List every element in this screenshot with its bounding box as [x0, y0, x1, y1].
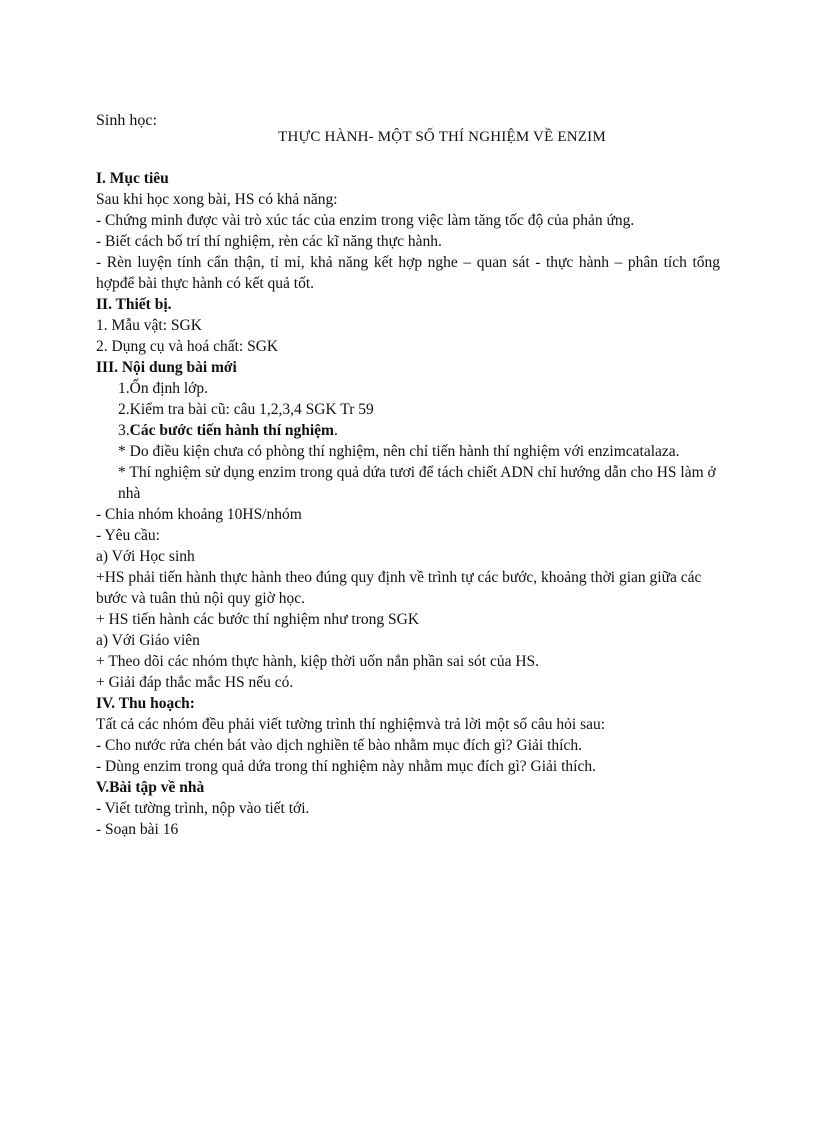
students-item: +HS phải tiến hành thực hành theo đúng quy định về trình tự các bước, khoảng thời gian giữa các bước và tuân thủ nội quy giờ học.: [96, 569, 702, 607]
step-3-suffix: .: [333, 422, 338, 439]
section-4-heading: IV. Thu hoạch:: [96, 695, 195, 712]
note-2: * Thí nghiệm sử dụng enzim trong quả dứa tươi để tách chiết ADN chỉ hướng dẫn cho HS làm ở nhà: [118, 464, 716, 502]
step-3-prefix: 3.: [118, 422, 130, 439]
section-1-intro: Sau khi học xong bài, HS có khả năng:: [96, 191, 338, 208]
group-info: - Chia nhóm khoảng 10HS/nhóm: [96, 506, 302, 523]
homework-item: - Viết tường trình, nộp vào tiết tới.: [96, 800, 310, 817]
objective-item: - Biết cách bố trí thí nghiệm, rèn các kĩ năng thực hành.: [96, 233, 442, 250]
section-2-heading: II. Thiết bị.: [96, 296, 172, 313]
step-3: [96, 420, 720, 441]
teacher-item: + Giải đáp thắc mắc HS nếu có.: [96, 674, 294, 691]
students-item: + HS tiến hành các bước thí nghiệm như trong SGK: [96, 611, 420, 628]
objective-item: - Chứng minh được vài trò xúc tác của enzim trong việc làm tăng tốc độ của phản ứng.: [96, 212, 635, 229]
students-label: a) Với Học sinh: [96, 548, 195, 565]
teacher-item: + Theo dõi các nhóm thực hành, kiệp thời uốn nắn phần sai sót của HS.: [96, 653, 540, 670]
step-3-title: Các bước tiến hành thí nghiệm: [129, 422, 334, 439]
section-5-heading: V.Bài tập về nhà: [96, 779, 205, 796]
document-title: THỰC HÀNH- MỘT SỐ THÍ NGHIỆM VỀ ENZIM: [278, 129, 606, 145]
section-1-heading: I. Mục tiêu: [96, 170, 169, 187]
teacher-label: a) Với Giáo viên: [96, 632, 200, 649]
requirements-label: - Yêu cầu:: [96, 527, 160, 544]
equipment-item: 1. Mẫu vật: SGK: [96, 317, 202, 334]
question-item: - Dùng enzim trong quả dứa trong thí nghiệm này nhằm mục đích gì? Giải thích.: [96, 758, 596, 775]
section-4-intro: Tất cả các nhóm đều phải viết tường trình thí nghiệmvà trả lời một số câu hỏi sau:: [96, 716, 606, 733]
objective-item: - Rèn luyện tính cẩn thận, tỉ mỉ, khả năng kết hợp nghe – quan sát - thực hành – phân tích tổng hợpđể bài thực hành có kết quả tốt.: [96, 254, 720, 292]
subject-label: Sinh học:: [96, 112, 157, 129]
document-body: [96, 168, 720, 840]
step-1: 1.Ổn định lớp.: [118, 380, 209, 397]
homework-item: - Soạn bài 16: [96, 821, 179, 838]
section-3-heading: III. Nội dung bài mới: [96, 359, 237, 376]
equipment-item: 2. Dụng cụ và hoá chất: SGK: [96, 338, 279, 355]
step-2: 2.Kiểm tra bài cũ: câu 1,2,3,4 SGK Tr 59: [118, 401, 374, 418]
question-item: - Cho nước rửa chén bát vào dịch nghiền tế bào nhằm mục đích gì? Giải thích.: [96, 737, 582, 754]
note-1: * Do điều kiện chưa có phòng thí nghiệm, nên chỉ tiến hành thí nghiệm với enzimcatalaza.: [118, 443, 680, 460]
